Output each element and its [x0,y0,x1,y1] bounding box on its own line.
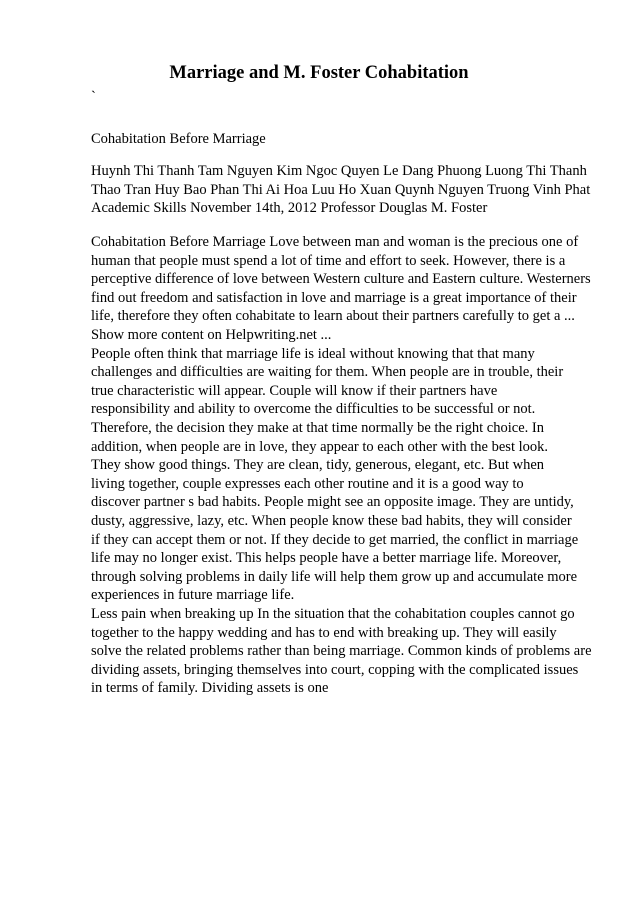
body-line: find out freedom and satisfaction in love and marriage is a great importance of their [91,289,577,306]
body-line: solve the related problems rather than being marriage. Common kinds of problems are [91,643,592,660]
body-line: perceptive difference of love between Western culture and Eastern culture. Westerners [91,271,591,288]
body-line: if they can accept them or not. If they decide to get married, the conflict in marriage [91,531,579,548]
body-line: They show good things. They are clean, tidy, generous, elegant, etc. But when [91,457,545,474]
show-more-link[interactable]: Show more content on Helpwriting.net ... [91,327,332,343]
authors-line: Thao Tran Huy Bao Phan Thi Ai Hoa Luu Ho Xuan Quynh Nguyen Truong Vinh Phat [91,181,591,198]
body-line: Cohabitation Before Marriage Love between man and woman is the precious one of [91,234,579,250]
body-line: true characteristic will appear. Couple will know if their partners have [91,382,498,399]
body-line: discover partner s bad habits. People might see an opposite image. They are untidy, [91,494,574,511]
body-line: challenges and difficulties are waiting for them. When people are in trouble, their [91,364,564,381]
stray-mark: ` [91,89,96,105]
document-title: Marriage and M. Foster Cohabitation [169,63,469,83]
body-line: human that people must spend a lot of time and effort to seek. However, there is a [91,252,566,269]
body-line: addition, when people are in love, they appear to each other with the best look. [91,438,549,455]
subtitle: Cohabitation Before Marriage [91,131,266,147]
body-line: in terms of family. Dividing assets is one [91,680,329,697]
body-line: dividing assets, bringing themselves into court, copping with the complicated issues [91,661,579,678]
body-line: life, therefore they often cohabitate to learn about their partners carefully to get a ... [91,308,575,325]
body-line: Less pain when breaking up In the situation that the cohabitation couples cannot go [91,606,575,622]
body-line: together to the happy wedding and has to end with breaking up. They will easily [91,624,557,641]
body-line: responsibility and ability to overcome the difficulties to be successful or not. [91,401,536,418]
body-line: People often think that marriage life is ideal without knowing that that many [91,345,535,362]
body-line: through solving problems in daily life will help them grow up and accumulate more [91,568,578,585]
body-line: living together, couple expresses each other routine and it is a good way to [91,475,524,492]
body-line: life may no longer exist. This helps people have a better marriage life. Moreover, [91,550,562,567]
body-line: experiences in future marriage life. [91,587,295,604]
authors-line: Academic Skills November 14th, 2012 Professor Douglas M. Foster [91,200,488,217]
authors-line: Huynh Thi Thanh Tam Nguyen Kim Ngoc Quyen Le Dang Phuong Luong Thi Thanh [91,163,587,179]
body-line: Therefore, the decision they make at that time normally be the right choice. In [91,420,544,436]
body-line: dusty, aggressive, lazy, etc. When people know these bad habits, they will consider [91,513,572,529]
